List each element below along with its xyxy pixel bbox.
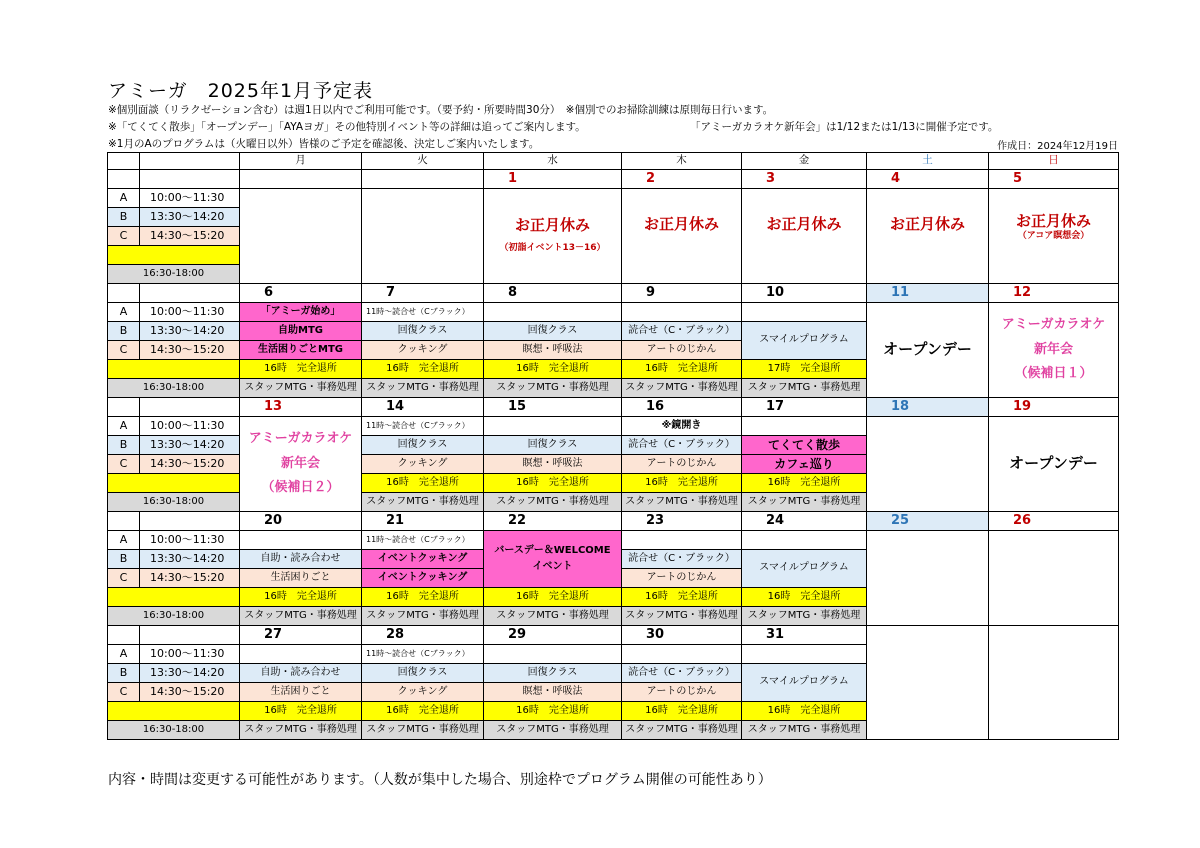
week4-date-row (108, 512, 1119, 531)
slot-label-c: C (108, 683, 140, 702)
staff-cell: スタッフMTG・事務処理 (484, 721, 622, 740)
weekday-tue: 火 (362, 153, 484, 170)
date-cell: 2 (622, 170, 742, 189)
leave-cell: 16時 完全退所 (240, 588, 362, 607)
program-cell: アートのじかん (622, 569, 742, 588)
date-cell: 30 (622, 626, 742, 645)
program-cell: 自助・読み合わせ (240, 550, 362, 569)
staff-cell: スタッフMTG・事務処理 (742, 721, 867, 740)
program-cell: 回復クラス (484, 664, 622, 683)
date-cell: 6 (240, 284, 362, 303)
slot-label-c: C (108, 341, 140, 360)
slot-time-b: 13:30～14:20 (140, 208, 240, 227)
date-cell: 10 (742, 284, 867, 303)
week4-row-a (108, 531, 1119, 550)
weekday-header-row (108, 153, 1119, 170)
leave-cell: 17時 完全退所 (742, 360, 867, 379)
tue-a-cell: 11時～読合せ（Cブラック） (362, 531, 484, 550)
holiday-sub: （初詣イベント13－16） (499, 243, 606, 254)
schedule-table (107, 152, 1119, 740)
note-4: ※1月のAのプログラムは（火曜日以外）皆様のご予定を確認後、決定しご案内いたします。 (108, 138, 540, 150)
leave-cell: 16時 完全退所 (484, 588, 622, 607)
date-cell: 7 (362, 284, 484, 303)
leave-cell: 16時 完全退所 (484, 360, 622, 379)
leave-cell: 16時 完全退所 (484, 474, 622, 493)
date-cell: 1 (484, 170, 622, 189)
program-cell: 読合せ（C・ブラック） (622, 322, 742, 341)
leave-label (108, 474, 240, 493)
date-cell: 21 (362, 512, 484, 531)
event-cell (484, 531, 622, 588)
staff-cell: スタッフMTG・事務処理 (362, 493, 484, 512)
weekday-fri: 金 (742, 153, 867, 170)
event-line: バースデー＆WELCOME (494, 544, 611, 556)
blank (140, 512, 240, 531)
leave-cell: 16時 完全退所 (240, 360, 362, 379)
program-cell: 回復クラス (362, 664, 484, 683)
leave-cell: 16時 完全退所 (622, 474, 742, 493)
staff-cell: スタッフMTG・事務処理 (362, 721, 484, 740)
date-cell (240, 170, 362, 189)
slot-time-c: 14:30～15:20 (140, 569, 240, 588)
date-cell: 16 (622, 398, 742, 417)
holiday-cell (622, 189, 742, 284)
staff-cell: スタッフMTG・事務処理 (484, 379, 622, 398)
slot-time-a: 10:00～11:30 (140, 645, 240, 664)
event-cell: カフェ巡り (742, 455, 867, 474)
event-cell: 自助MTG (240, 322, 362, 341)
date-cell (362, 170, 484, 189)
leave-cell: 16時 完全退所 (362, 360, 484, 379)
date-cell: 20 (240, 512, 362, 531)
slot-time-c: 14:30～15:20 (140, 683, 240, 702)
slot-label-a: A (108, 303, 140, 322)
week5-date-row (108, 626, 1119, 645)
program-cell: スマイルプログラム (742, 664, 867, 702)
date-cell: 23 (622, 512, 742, 531)
slot-time-b: 13:30～14:20 (140, 322, 240, 341)
empty-cell (240, 531, 362, 550)
date-cell: 22 (484, 512, 622, 531)
header-blank (140, 153, 240, 170)
staff-cell: スタッフMTG・事務処理 (484, 493, 622, 512)
empty-cell (622, 303, 742, 322)
staff-cell: スタッフMTG・事務処理 (362, 607, 484, 626)
leave-cell: 16時 完全退所 (742, 588, 867, 607)
blank (108, 284, 140, 303)
date-cell: 12 (989, 284, 1119, 303)
slot-time-a: 10:00～11:30 (140, 417, 240, 436)
late-time: 16:30-18:00 (108, 607, 240, 626)
holiday-label: お正月休み (514, 216, 590, 235)
slot-label-b: B (108, 322, 140, 341)
date-cell: 11 (867, 284, 989, 303)
karaoke-cell (240, 417, 362, 512)
blank (140, 170, 240, 189)
week3-date-row (108, 398, 1119, 417)
program-cell: 読合せ（C・ブラック） (622, 436, 742, 455)
program-cell: 生活困りごと (240, 683, 362, 702)
open-day-cell: オープンデー (867, 303, 989, 398)
tue-a-cell: 11時～読合せ（Cブラック） (362, 303, 484, 322)
holiday-sub: （アコア瞑想会） (1017, 231, 1090, 242)
program-cell: アートのじかん (622, 455, 742, 474)
program-cell: クッキング (362, 341, 484, 360)
date-cell: 26 (989, 512, 1119, 531)
note-3: 「アミーガカラオケ新年会」は1/12または1/13に開催予定です。 (690, 121, 999, 133)
leave-cell: 16時 完全退所 (742, 474, 867, 493)
late-time: 16:30-18:00 (108, 721, 240, 740)
staff-cell: スタッフMTG・事務処理 (622, 493, 742, 512)
empty-cell (989, 531, 1119, 626)
leave-label (108, 246, 240, 265)
event-line: イベント (532, 561, 573, 572)
date-cell: 27 (240, 626, 362, 645)
karaoke-line: アミーガカラオケ (248, 430, 353, 446)
week3-row-a (108, 417, 1119, 436)
event-cell: イベントクッキング (362, 569, 484, 588)
late-time: 16:30-18:00 (108, 379, 240, 398)
leave-label (108, 360, 240, 379)
slot-time-c: 14:30～15:20 (140, 341, 240, 360)
weekday-sat: 土 (867, 153, 989, 170)
slot-time-a: 10:00～11:30 (140, 189, 240, 208)
empty-cell (989, 626, 1119, 740)
holiday-label: お正月休み (766, 215, 842, 234)
weekday-sun: 日 (989, 153, 1119, 170)
empty-cell (742, 303, 867, 322)
staff-cell: スタッフMTG・事務処理 (742, 493, 867, 512)
created-date: 作成日：2024年12月19日 (997, 141, 1118, 152)
holiday-cell (867, 189, 989, 284)
leave-cell: 16時 完全退所 (484, 702, 622, 721)
program-cell: 自助・読み合わせ (240, 664, 362, 683)
date-cell: 31 (742, 626, 867, 645)
holiday-label: お正月休み (889, 215, 965, 234)
slot-label-a: A (108, 645, 140, 664)
holiday-label: お正月休み (1015, 212, 1091, 231)
program-cell: 生活困りごと (240, 569, 362, 588)
empty-cell (484, 417, 622, 436)
leave-cell: 16時 完全退所 (362, 588, 484, 607)
karaoke-cell (989, 303, 1119, 398)
program-cell: 回復クラス (484, 436, 622, 455)
empty-cell (742, 417, 867, 436)
date-cell: 19 (989, 398, 1119, 417)
leave-cell: 16時 完全退所 (240, 702, 362, 721)
date-cell: 13 (240, 398, 362, 417)
staff-cell: スタッフMTG・事務処理 (240, 607, 362, 626)
event-cell: てくてく散歩 (742, 436, 867, 455)
program-cell: 回復クラス (362, 322, 484, 341)
tue-a-cell: 11時～読合せ（Cブラック） (362, 417, 484, 436)
holiday-label: お正月休み (643, 215, 719, 234)
slot-time-c: 14:30～15:20 (140, 227, 240, 246)
slot-label-b: B (108, 664, 140, 683)
empty-cell (867, 417, 989, 512)
program-cell: 瞑想・呼吸法 (484, 683, 622, 702)
empty-cell (867, 626, 989, 740)
program-cell: アートのじかん (622, 341, 742, 360)
slot-label-b: B (108, 208, 140, 227)
date-cell: 29 (484, 626, 622, 645)
slot-label-c: C (108, 569, 140, 588)
event-cell: 生活困りごとMTG (240, 341, 362, 360)
event-cell: 「アミーガ始め」 (240, 303, 362, 322)
week2-row-a (108, 303, 1119, 322)
staff-cell: スタッフMTG・事務処理 (622, 379, 742, 398)
program-cell: 回復クラス (362, 436, 484, 455)
karaoke-line: （候補日２） (261, 480, 340, 496)
week1-date-row (108, 170, 1119, 189)
slot-label-b: B (108, 436, 140, 455)
date-cell: 14 (362, 398, 484, 417)
weekday-thu: 木 (622, 153, 742, 170)
staff-cell: スタッフMTG・事務処理 (622, 721, 742, 740)
program-cell: 瞑想・呼吸法 (484, 341, 622, 360)
slot-label-c: C (108, 455, 140, 474)
empty-cell (362, 189, 484, 284)
empty-cell (484, 645, 622, 664)
program-cell: スマイルプログラム (742, 322, 867, 360)
late-time: 16:30-18:00 (108, 265, 240, 284)
slot-time-a: 10:00～11:30 (140, 531, 240, 550)
kagami-cell: ※鏡開き (622, 417, 742, 436)
karaoke-line: 新年会 (1033, 341, 1073, 357)
empty-cell (622, 531, 742, 550)
karaoke-line: アミーガカラオケ (1001, 316, 1106, 332)
blank (140, 626, 240, 645)
empty-cell (622, 645, 742, 664)
karaoke-line: 新年会 (280, 455, 320, 471)
slot-time-c: 14:30～15:20 (140, 455, 240, 474)
leave-cell: 16時 完全退所 (622, 702, 742, 721)
program-cell: 回復クラス (484, 322, 622, 341)
holiday-cell (989, 189, 1119, 284)
date-cell: 17 (742, 398, 867, 417)
date-cell: 24 (742, 512, 867, 531)
program-cell: 瞑想・呼吸法 (484, 455, 622, 474)
open-day-cell: オープンデー (989, 417, 1119, 512)
staff-cell: スタッフMTG・事務処理 (484, 607, 622, 626)
blank (108, 398, 140, 417)
empty-cell (742, 645, 867, 664)
leave-cell: 16時 完全退所 (622, 360, 742, 379)
program-cell: 読合せ（C・ブラック） (622, 664, 742, 683)
karaoke-line: （候補日１） (1014, 366, 1093, 382)
empty-cell (240, 189, 362, 284)
date-cell: 15 (484, 398, 622, 417)
note-2: ※「てくてく散歩」「オープンデー」「AYAヨガ」その他特別イベント等の詳細は追ってご案内します。 (108, 121, 586, 133)
empty-cell (484, 303, 622, 322)
date-cell: 28 (362, 626, 484, 645)
page-title: アミーガ 2025年1月予定表 (108, 80, 374, 102)
program-cell: 読合せ（C・ブラック） (622, 550, 742, 569)
slot-label-c: C (108, 227, 140, 246)
event-cell: イベントクッキング (362, 550, 484, 569)
staff-cell: スタッフMTG・事務処理 (742, 607, 867, 626)
slot-label-a: A (108, 531, 140, 550)
date-cell: 9 (622, 284, 742, 303)
empty-cell (240, 645, 362, 664)
leave-cell: 16時 完全退所 (362, 702, 484, 721)
tue-a-cell: 11時～読合せ（Cブラック） (362, 645, 484, 664)
weekday-wed: 水 (484, 153, 622, 170)
program-cell: クッキング (362, 683, 484, 702)
staff-cell: スタッフMTG・事務処理 (742, 379, 867, 398)
week1-row-a (108, 189, 1119, 208)
staff-cell: スタッフMTG・事務処理 (622, 607, 742, 626)
weekday-mon: 月 (240, 153, 362, 170)
leave-cell: 16時 完全退所 (742, 702, 867, 721)
program-cell: アートのじかん (622, 683, 742, 702)
late-time: 16:30-18:00 (108, 493, 240, 512)
slot-time-a: 10:00～11:30 (140, 303, 240, 322)
staff-cell: スタッフMTG・事務処理 (240, 721, 362, 740)
date-cell: 5 (989, 170, 1119, 189)
empty-cell (742, 531, 867, 550)
staff-cell: スタッフMTG・事務処理 (240, 379, 362, 398)
blank (108, 626, 140, 645)
blank (108, 512, 140, 531)
blank (108, 170, 140, 189)
slot-time-b: 13:30～14:20 (140, 436, 240, 455)
slot-label-b: B (108, 550, 140, 569)
date-cell: 4 (867, 170, 989, 189)
program-cell: クッキング (362, 455, 484, 474)
leave-label (108, 702, 240, 721)
footer-note: 内容・時間は変更する可能性があります。（人数が集中した場合、別途枠でプログラム開催の可能性あり） (108, 772, 772, 788)
blank (140, 398, 240, 417)
slot-time-b: 13:30～14:20 (140, 550, 240, 569)
staff-cell: スタッフMTG・事務処理 (362, 379, 484, 398)
program-cell: スマイルプログラム (742, 550, 867, 588)
blank (140, 284, 240, 303)
empty-cell (867, 531, 989, 626)
holiday-cell (484, 189, 622, 284)
header-blank (108, 153, 140, 170)
slot-time-b: 13:30～14:20 (140, 664, 240, 683)
slot-label-a: A (108, 189, 140, 208)
holiday-cell (742, 189, 867, 284)
leave-label (108, 588, 240, 607)
date-cell: 18 (867, 398, 989, 417)
week2-date-row (108, 284, 1119, 303)
leave-cell: 16時 完全退所 (622, 588, 742, 607)
leave-cell: 16時 完全退所 (362, 474, 484, 493)
date-cell: 8 (484, 284, 622, 303)
note-1: ※個別面談（リラクゼーション含む）は週1日以内でご利用可能です。（要予約・所要時間30分） ※個別でのお掃除訓練は原則毎日行います。 (108, 104, 774, 116)
slot-label-a: A (108, 417, 140, 436)
date-cell: 3 (742, 170, 867, 189)
date-cell: 25 (867, 512, 989, 531)
